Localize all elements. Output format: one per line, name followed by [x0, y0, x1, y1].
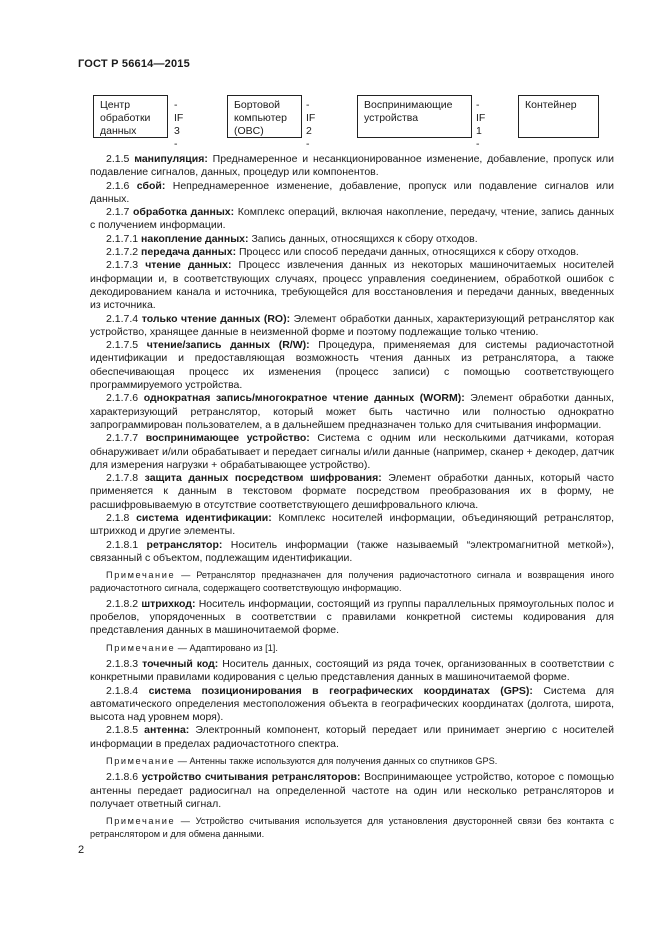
- definition-2-1-5: 2.1.5 манипуляция: Преднамеренное и несанкционированное изменение, добавление, пропуск или подавление сигналов, данных, процедур или компонентов.: [90, 153, 614, 179]
- definition-2-1-7-6: 2.1.7.6 однократная запись/многократное чтение данных (WORM): Элемент обработки данных, характеризующий ретранслятор, который может быть частично или полностью однократно запрограммирован пользователем, а в дальнейшем предназначен только для считывания информации.: [90, 392, 614, 431]
- definition-2-1-7-3: 2.1.7.3 чтение данных: Процесс извлечения данных из некоторых машиночитаемых носителей информации и, в соответствующих случаях, процесс управления соединением, обработкой ошибок с декодированием канала и источника, требующейся для восстановления и передачи данных, введенных из источника.: [90, 259, 615, 312]
- box-container: Контейнер: [518, 95, 599, 138]
- note-2: Примечание — Адаптировано из [1].: [106, 642, 278, 653]
- definitions-text: [90, 153, 614, 844]
- definition-2-1-6: 2.1.6 сбой: Непреднамеренное изменение, добавление, пропуск или подавление сигналов или данных.: [90, 179, 614, 205]
- definition-2-1-7-5: 2.1.7.5 чтение/запись данных (R/W): Процедура, применяемая для системы радиочастотной идентификации и предоставляющая возможность чтения данных из ретранслятора, а также обеспечивающая процесс их изменения (процесс записи) с помощью соответствующего программируемого устройства.: [90, 339, 615, 392]
- box-sensing-devices: Воспринимающие устройства: [357, 95, 472, 138]
- page-number: 2: [78, 844, 85, 856]
- interface-if1: - IF 1 -: [476, 99, 486, 150]
- definition-2-1-7-7: 2.1.7.7 воспринимающее устройство: Система с одним или несколькими датчиками, которая обнаруживает и/или обрабатывает и передает сигналы и/или данные (например, сканер + декодер, датчик для измерения нагрузки + обрабатывающее устройство).: [90, 432, 615, 471]
- definition-2-1-8-5: 2.1.8.5 антенна: Электронный компонент, который передает или принимает энергию с носителей информации в пределах радиочастотного спектра.: [90, 724, 614, 750]
- definition-2-1-7-8: 2.1.7.8 защита данных посредством шифрования: Элемент обработки данных, который часто применяется к данным в текстовом формате посредством преобразования их в форму, не расшифровываемую в отсутствие соответствующего дешифровального ключа.: [90, 472, 615, 511]
- definition-2-1-8-4: 2.1.8.4 система позиционирования в географических координатах (GPS): Система для автоматического определения местоположения объекта в географических координатах (долгота, широта, высота над уровнем моря).: [90, 684, 614, 724]
- definition-2-1-8: 2.1.8 система идентификации: Комплекс носителей информации, объединяющий ретранслятор, штрихкод и другие элементы.: [90, 512, 615, 538]
- box-data-center: Центр обработки данных: [93, 95, 168, 138]
- document-code: ГОСТ Р 56614—2015: [78, 58, 190, 70]
- interface-if2: - IF 2 -: [306, 99, 316, 150]
- definition-2-1-8-1: 2.1.8.1 ретранслятор: Носитель информации (также называемый “электромагнитной меткой»), связанный с объектом, подлежащим идентификации.: [90, 538, 614, 564]
- note-4: Примечание — Устройство считывания используется для установления двусторонней связи без контакта с ретранслятором и для обмена данными.: [90, 816, 615, 839]
- box-onboard-computer: Бортовой компьютер (OBC): [227, 95, 302, 138]
- definition-2-1-7: 2.1.7 обработка данных: Комплекс операций, включая накопление, передачу, чтение, запись данных с получением информации.: [90, 206, 615, 232]
- definition-2-1-7-1: 2.1.7.1 накопление данных: Запись данных, относящихся к сбору отходов.: [106, 232, 478, 245]
- definition-2-1-8-3: 2.1.8.3 точечный код: Носитель данных, состоящий из ряда точек, организованных в соответствии с конкретными правилами кодирования с целью представления данных в машиночитаемой форме.: [90, 657, 614, 684]
- note-1: Примечание — Ретранслятор предназначен для получения радиочастотного сигнала и возвращения иного радиочастотного сигнала, содержащего соответствующую информацию.: [90, 570, 615, 593]
- definition-2-1-8-6: 2.1.8.6 устройство считывания ретрансляторов: Воспринимающее устройство, которое с помощью антенны передает радиосигнал на определенной частоте на один или несколько ретрансляторов и получает ответный сигнал.: [90, 771, 615, 810]
- note-3: Примечание — Антенны также используются для получения данных со спутников GPS.: [106, 756, 498, 767]
- definition-2-1-8-2: 2.1.8.2 штрихкод: Носитель информации, состоящий из группы параллельных прямоугольных полос и пробелов, упорядоченных в соответствии с правилами конкретной системы кодирования для представления данных в машиночитаемой форме.: [90, 597, 615, 637]
- interface-if3: - IF 3 -: [174, 99, 184, 150]
- definition-2-1-7-4: 2.1.7.4 только чтение данных (RO): Элемент обработки данных, характеризующий ретранслятор как устройство, хранящее данные в неизменной форме и поэтому подлежащие только чтению.: [90, 312, 615, 338]
- definition-2-1-7-2: 2.1.7.2 передача данных: Процесс или способ передачи данных, относящихся к сбору отходов.: [106, 246, 579, 259]
